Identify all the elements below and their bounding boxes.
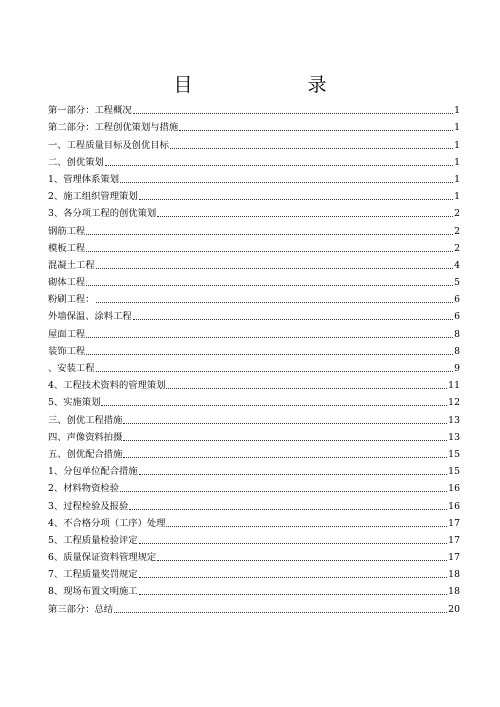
toc-entry-label: 2、施工组织管理策划: [48, 191, 138, 203]
toc-entry-label: 6、质量保证资料管理规定: [48, 552, 157, 564]
dot-leader: [86, 250, 453, 252]
toc-entry-page-number: 15: [448, 448, 460, 460]
dot-leader: [120, 181, 453, 183]
toc-entry-label: 7、工程质量奖罚规定: [48, 569, 138, 581]
toc-entry-label: 第二部分：工程创优策划与措施: [48, 122, 179, 134]
toc-entry-page-number: 12: [448, 397, 460, 409]
toc-entry[interactable]: [48, 169, 460, 186]
toc-entry-label: 4、工程技术资料的管理策划: [48, 380, 166, 392]
dot-leader: [86, 233, 453, 235]
toc-entry-page-number: 4: [454, 259, 460, 271]
toc-entry-page-number: 20: [448, 603, 460, 615]
toc-entry-label: 5、工程质量检验评定: [48, 534, 138, 546]
toc-entry-page-number: 1: [454, 191, 460, 203]
toc-entry[interactable]: [48, 409, 460, 426]
table-of-contents: [48, 100, 460, 616]
page-title: 目 录: [173, 74, 375, 96]
toc-entry[interactable]: [48, 581, 460, 598]
toc-entry[interactable]: [48, 564, 460, 581]
toc-entry-page-number: 2: [454, 225, 460, 237]
toc-entry-label: 外墙保温、涂料工程: [48, 311, 132, 323]
dot-leader: [157, 215, 453, 217]
toc-entry-page-number: 5: [454, 277, 460, 289]
toc-entry[interactable]: [48, 461, 460, 478]
toc-entry-page-number: 6: [454, 311, 460, 323]
dot-leader: [133, 112, 453, 114]
toc-entry-page-number: 2: [454, 242, 460, 254]
toc-entry[interactable]: [48, 358, 460, 375]
toc-entry-page-number: 17: [448, 534, 460, 546]
toc-entry[interactable]: [48, 289, 460, 306]
toc-entry[interactable]: [48, 547, 460, 564]
dot-leader: [157, 559, 447, 561]
toc-entry-page-number: 17: [448, 517, 460, 529]
toc-entry[interactable]: [48, 444, 460, 461]
toc-entry-label: 第一部分：工程概况: [48, 105, 132, 117]
toc-entry[interactable]: [48, 255, 460, 272]
toc-entry-page-number: 18: [448, 586, 460, 598]
toc-entry[interactable]: [48, 117, 460, 134]
dot-leader: [96, 267, 454, 269]
toc-entry[interactable]: [48, 427, 460, 444]
toc-entry[interactable]: [48, 598, 460, 615]
dot-leader: [123, 422, 447, 424]
toc-entry-page-number: 1: [454, 173, 460, 185]
toc-entry-page-number: 17: [448, 552, 460, 564]
dot-leader: [139, 576, 448, 578]
toc-entry-label: 8、现场布置文明施工: [48, 586, 138, 598]
toc-entry-label: 2、材料物资检验: [48, 483, 119, 495]
dot-leader: [179, 129, 453, 131]
toc-entry-page-number: 8: [454, 328, 460, 340]
toc-entry[interactable]: [48, 238, 460, 255]
toc-entry-page-number: 13: [448, 414, 460, 426]
dot-leader: [129, 508, 447, 510]
toc-entry-page-number: 8: [454, 345, 460, 357]
dot-leader: [96, 370, 454, 372]
dot-leader: [139, 473, 448, 475]
toc-entry-page-number: 15: [448, 466, 460, 478]
toc-entry-label: 屋面工程: [48, 328, 86, 340]
toc-entry-label: 一、工程质量目标及创优目标: [48, 139, 169, 151]
toc-entry[interactable]: [48, 530, 460, 547]
toc-entry-label: 砌体工程: [48, 277, 86, 289]
dot-leader: [139, 198, 453, 200]
toc-entry[interactable]: [48, 152, 460, 169]
toc-entry-page-number: 16: [448, 483, 460, 495]
dot-leader: [133, 318, 453, 320]
toc-entry-label: 1、管理体系策划: [48, 173, 119, 185]
toc-entry-label: 、安装工程: [48, 363, 95, 374]
toc-entry-label: 混凝土工程: [48, 259, 95, 271]
toc-entry-page-number: 18: [448, 569, 460, 581]
toc-entry-label: 装饰工程: [48, 345, 86, 357]
toc-entry-page-number: 1: [454, 122, 460, 134]
toc-entry-page-number: 11: [448, 380, 460, 392]
toc-entry-page-number: 2: [454, 208, 460, 220]
toc-entry-label: 模板工程: [48, 242, 86, 254]
toc-entry-label: 粉刷工程：: [48, 294, 95, 306]
toc-entry[interactable]: [48, 186, 460, 203]
toc-entry-label: 二、创优策划: [48, 156, 104, 168]
toc-entry-page-number: 9: [454, 363, 460, 374]
toc-entry-label: 钢筋工程: [48, 225, 86, 237]
toc-entry[interactable]: [48, 392, 460, 409]
toc-entry[interactable]: [48, 272, 460, 289]
dot-leader: [101, 404, 447, 406]
toc-entry-label: 4、不合格分项（工序）处理: [48, 517, 166, 529]
toc-entry-page-number: 1: [454, 139, 460, 151]
toc-entry[interactable]: [48, 478, 460, 495]
dot-leader: [123, 456, 447, 458]
dot-leader: [96, 301, 454, 303]
toc-entry[interactable]: [48, 306, 460, 323]
toc-entry[interactable]: [48, 100, 460, 117]
toc-entry[interactable]: [48, 341, 460, 358]
toc-entry-label: 3、各分项工程的创优策划: [48, 208, 157, 220]
dot-leader: [120, 490, 447, 492]
toc-entry-label: 四、声像资料拍摄: [48, 431, 123, 443]
toc-entry[interactable]: [48, 323, 460, 340]
toc-entry[interactable]: [48, 134, 460, 151]
toc-entry-page-number: 6: [454, 294, 460, 306]
dot-leader: [170, 147, 453, 149]
dot-leader: [114, 611, 447, 613]
dot-leader: [86, 284, 453, 286]
dot-leader: [86, 353, 453, 355]
toc-entry[interactable]: [48, 495, 460, 512]
toc-entry[interactable]: [48, 375, 460, 392]
toc-entry-label: 三、创优工程措施: [48, 414, 123, 426]
toc-entry-label: 3、过程检验及报验: [48, 500, 129, 512]
dot-leader: [86, 336, 453, 338]
toc-entry-label: 第三部分：总结: [48, 603, 114, 615]
toc-entry[interactable]: [48, 220, 460, 237]
toc-entry-label: 1、分包单位配合措施: [48, 466, 138, 478]
dot-leader: [139, 593, 448, 595]
toc-entry[interactable]: [48, 513, 460, 530]
toc-entry[interactable]: [48, 203, 460, 220]
toc-entry-page-number: 13: [448, 431, 460, 443]
dot-leader: [166, 525, 447, 527]
dot-leader: [123, 439, 447, 441]
dot-leader: [105, 164, 453, 166]
dot-leader: [166, 387, 447, 389]
toc-entry-label: 5、实施策划: [48, 397, 101, 409]
toc-entry-page-number: 1: [454, 156, 460, 168]
toc-entry-page-number: 16: [448, 500, 460, 512]
toc-entry-page-number: 1: [454, 105, 460, 117]
toc-entry-label: 五、创优配合措施: [48, 448, 123, 460]
dot-leader: [139, 542, 448, 544]
